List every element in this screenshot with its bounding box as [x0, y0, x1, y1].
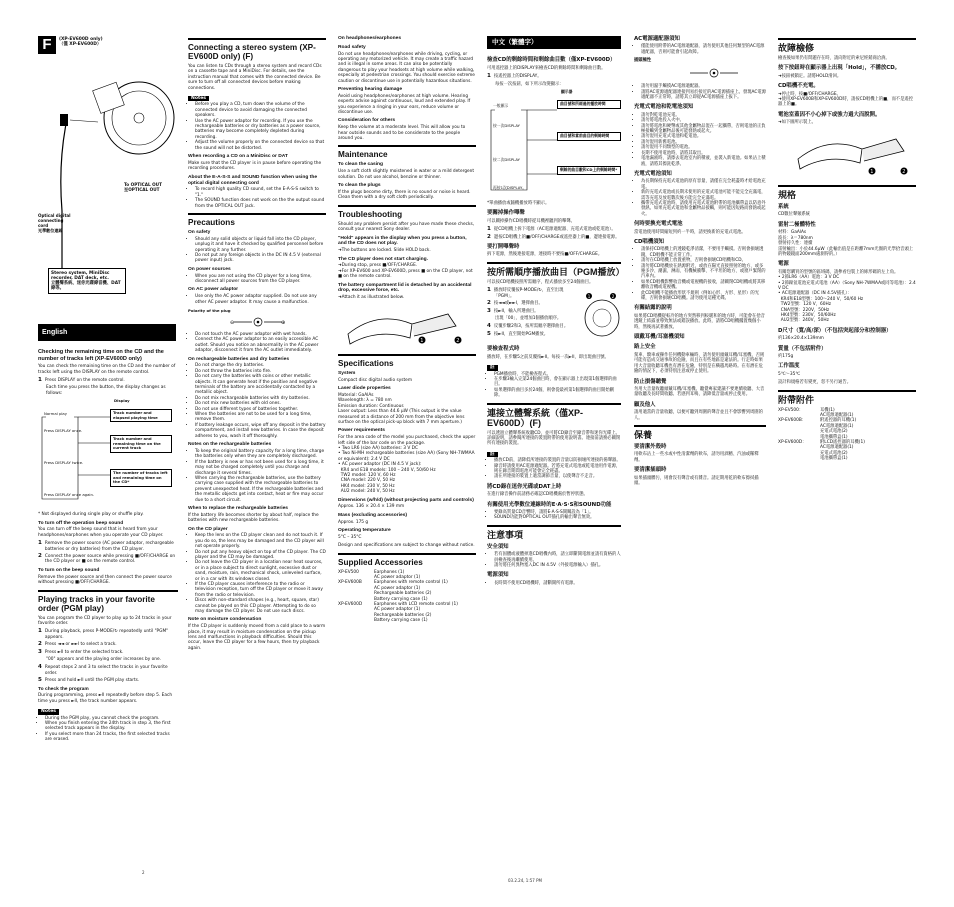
- note-item: • 在步驟3輸入完第24個曲目時，會在顯示器上出現第1個選擇的曲目。: [494, 377, 621, 388]
- heading-dimensions-zh: D尺寸（寬/高/深）（不包括突起部分和控制器）: [778, 327, 892, 334]
- lang-bar-chinese: 中文（繁體字）: [487, 36, 621, 49]
- print-timestamp: 03.2.24, 1:57 PM: [508, 878, 542, 883]
- pgm-steps-with-figure: [487, 288, 621, 342]
- para-remaining-time-zh: 可用遙控器上的DISPLAY來檢查CD的剩餘時間和剩餘曲目數。: [487, 65, 606, 71]
- heading-troubleshooting-zh: 故障檢修: [778, 38, 916, 53]
- battery-lid-illustration: [338, 304, 476, 348]
- zh-pgm-step-3: 3 按►II，輸入所選曲目。: [487, 307, 539, 314]
- para-minidisc: Make sure that the CD player is in pause before operating the recording procedures.: [188, 160, 322, 172]
- stereo-system-label: Stereo system, MiniDisc recorder, DAT deck, etc. 立體聲系統、迷你光碟錄音機、DAT錄等。: [48, 268, 126, 294]
- para-hearing: Avoid using headphones/earphones at high volume. Hearing experts advise against continuous, loud and extended play. If you experience a ringing in your ears, reduce volume or discontinue use.: [338, 93, 471, 116]
- list-item: • 長時間不使用CD唱機時，請斷開所有電源。: [494, 581, 621, 586]
- para-system: Compact disc digital audio system: [338, 377, 413, 383]
- heading-others-zh: 顧及他人: [634, 401, 656, 408]
- heading-system-zh: 系統: [778, 204, 789, 211]
- cd-list-zh: [634, 247, 766, 301]
- para-casing-zh: 用軟布沾上一些水或中性清潔劑的軟布，請勿用酒精、汽油或稀釋劑。: [634, 452, 759, 463]
- trouble-q1-zh: 按下按鈕時在顯示器上出現「Hold」，不播放CD。: [778, 65, 901, 72]
- para-pgm-zh: 可以按CD唱機按照所需順序，程式播放多至24個曲目。: [487, 279, 594, 285]
- polarity-label: Polarity of the plug: [188, 307, 231, 313]
- svg-text:2: 2: [611, 294, 615, 300]
- column-english-3: [338, 34, 476, 624]
- column-chinese-1: [487, 34, 625, 589]
- trouble-a3: ➜Attach it as illustrated below.: [338, 295, 405, 301]
- heading-dimensions: Dimensions (w/h/d) (without projecting parts and controls): [338, 497, 474, 503]
- para-road-safety: Do not use headphones/earphones while driving, cycling, or operating any motorized vehicle. It may create a traffic hazard and is illegal in some areas. It can also be potentially dangerous to play your headsets at high volume while walking, especially at pedestrian crossings. You should exercise extreme caution or discontinue use in potentially hazardous situations.: [338, 51, 475, 84]
- adaptor-list: [188, 294, 326, 305]
- list-item: • Do not touch the AC power adaptor with wet hands.: [195, 332, 326, 337]
- para-pgm: You can program the CD player to play up to 24 tracks in your favorite order.: [38, 615, 172, 626]
- heading-replace-zh: 何時要換充電式電池: [634, 221, 683, 228]
- display-box-elapsed-zh: 曲目號和所經過的播放時間: [557, 100, 621, 109]
- ac-list-zh: [634, 44, 766, 55]
- list-item: • Should any solid objects or liquid fall into the CD player, unplug it and have it checked by qualified personnel before operating it any further.: [195, 237, 326, 253]
- para-clean-plugs: If the plugs become dirty, there is no sound or noise is heard. Clean them with a dry soft cloth periodically.: [338, 189, 471, 201]
- optical-out-label: To OPTICAL OUT 至OPTICAL OUT: [124, 182, 162, 192]
- heading-ac-adaptor: On AC power adaptor: [188, 287, 239, 293]
- step-1-sub: Each time you press the button, the display changes as follows:: [46, 385, 166, 396]
- battery-list: [188, 363, 326, 439]
- heading-others: Consideration for others: [338, 118, 396, 124]
- list-item: • When the batteries are not to be used for a long time, remove them.: [195, 412, 326, 423]
- para-road-zh: 駕車、騎車或操作任何機動車輛時，請勿使用頭戴耳機/耳塞機，否則可能有造成交通事故的危險，而且在有些地區是違法的。行走時如果用大音量收聽耳機也有潛在危險，特別是在橫越馬路時。在有潛在危險的情況下，必須特別注意或停止使用。: [634, 352, 765, 375]
- svg-text:1: 1: [870, 168, 874, 175]
- display-box-remaining-cd: The number of tracks left and remaining time on the CD*: [110, 469, 172, 487]
- heading-eass: About the E-A-S-S and SOUND function when using the optical digital connecting cord: [188, 174, 318, 186]
- para-troubleshooting: Should any problem persist after you have made these checks, consult your nearest Sony dealer.: [338, 221, 475, 233]
- list-item: • 請勿對乾電池充電。: [641, 113, 766, 118]
- heading-cd-zh: CD唱機須知: [634, 238, 664, 245]
- note-item: • During the PGM play, you cannot check the program.: [45, 716, 178, 721]
- accessory-row: XP-EV500： 耳機(1) AC電源適配器(1): [778, 407, 854, 419]
- svg-text:⊕: ⊕: [281, 319, 286, 326]
- list-item: • If the battery is new or has not been used for a long time, it may not be charged completely until you charge and discharge it several times.: [195, 460, 326, 476]
- list-item: • 如果CD唱機影響收音機或電視機的接收，請關閉CD唱機或將其移離收音機或電視機。: [641, 280, 766, 291]
- para-hearing-zh: 勿用大音量收聽頭戴耳機/耳塞機。聽覺專家建議不要連續收聽、大音量收聽及長時間收聽。若感到耳鳴，請降低音量或停止使用。: [634, 386, 765, 398]
- heading-power-req: Power requirements: [338, 428, 386, 434]
- heading-laser: Laser diode properties: [338, 386, 391, 392]
- para-check-program-zh: 播放時，在步驟5之前反覆按►II。每按一次►II，即出現曲目號。: [487, 354, 609, 360]
- list-item: • 僅能使用附帶的AC電源適配器，請勿使用其他任何類型的AC電源適配器，否則可能會引起故障。: [641, 44, 766, 55]
- list-item: • 若有固體或液體掉進CD唱機內時，請立即斷開電源並請有資格的人員檢查後再繼續使用。: [494, 552, 621, 563]
- heading-moisture: Note on moisture condensation: [188, 617, 262, 623]
- press-once-again-label-zh: 再按1次DISPLAY。: [493, 185, 527, 191]
- trouble-a2a: ➜During stop, press ■/OFF/CHARGE.: [338, 263, 418, 269]
- polarity-label-zh: 插頭極性: [634, 58, 652, 64]
- list-item: • SOUND功能對OPTICAL OUT插孔的輸出聲音無效。: [494, 515, 621, 520]
- connect-notes-zh: [487, 458, 621, 480]
- heading-minidisc-zh: 將CD錄在迷你光碟或DAT上時: [487, 483, 562, 490]
- heading-mass-zh: 質量（不包括附件）: [778, 345, 827, 352]
- trouble-a2b: ➜For XP-EV600 and XP-EV600D, press ■ on the CD player, not ■ on the remote control.: [338, 268, 473, 280]
- heading-check-program-zh: 要檢查程式時: [487, 346, 520, 353]
- eass-list: [188, 187, 326, 209]
- heading-troubleshooting: Troubleshooting: [338, 205, 476, 219]
- list-item: • 請勿混用充電式電池和乾電池。: [641, 134, 766, 139]
- heading-eass-zh: 有關使用光學數位連線時的E·A·S·S和SOUND功能: [487, 501, 612, 508]
- pgm-step-5: 5 Press and hold ►II until the PGM play starts.: [38, 677, 140, 684]
- notes-label: Notes: [38, 709, 59, 714]
- press-once-label-zh: 按一次DISPLAY: [493, 123, 520, 129]
- column-english-1: [38, 36, 178, 746]
- trouble-q3: The battery compartment lid is detached by an accidental drop, excessive force, etc.: [338, 282, 472, 294]
- heading-temperature-zh: 工作溫度: [778, 363, 800, 370]
- list-item: • Do not mix rechargeable batteries with dry batteries.: [195, 396, 326, 401]
- pgm-step-1: 1 During playback, press P-MODE/↻ repeatedly until "PGM" appears.: [38, 628, 169, 640]
- list-item: • 請保持CD唱機上的透鏡乾淨清潔，不要用手觸摸。否則會損壞透鏡，CD唱機不能正常工作。: [641, 247, 766, 258]
- pgm-notes: [38, 716, 178, 743]
- power-list: [188, 274, 326, 285]
- pgm-step-3-sub: "00" appears and the playing order increases by one.: [46, 656, 162, 662]
- display-box-remaining-track-zh: 曲目號和當前曲目的剩餘時間: [557, 132, 621, 141]
- heading-precautions-zh: 注意事項: [487, 525, 621, 540]
- column-english-2: [188, 34, 326, 654]
- pgm-notes-zh: [487, 372, 621, 399]
- polarity-plug-icon: [228, 313, 288, 331]
- note-item: • PGM播放時，不能檢查程式。: [494, 372, 621, 377]
- accessory-row: XP-EV600B： 附遙控器的耳機(1) AC電源適配器(1) 充電式電池(2) 電池攜帶盒(1): [778, 418, 857, 440]
- display-cycle-diagram: [38, 399, 178, 509]
- para-temperature: 5°C – 35°C: [338, 534, 362, 540]
- list-item: • 請勿將任何異物塞入DC IN 4.5V（外接電源輸入）插孔。: [494, 563, 621, 568]
- svg-text:2: 2: [456, 337, 460, 344]
- list-item: • 請將AC電源適配器連接到易於接近的AC電源插座上。發現AC電源適配器不正常時，請將其立即從AC電源插座上拔下。: [641, 90, 766, 101]
- heading-beep-off-zh: 要關掉操作嗶聲: [487, 210, 525, 217]
- heading-specifications: Specifications: [338, 354, 476, 368]
- eass-list-zh: [487, 510, 621, 521]
- heading-check-program: To check the program: [38, 686, 89, 692]
- note-item: • 播放CD前，請降低所連接的裝置的音量以防損壞所連接的揚聲器。: [494, 458, 621, 463]
- display-box-remaining-cd-zh: 剩餘的曲目數和CD上的剩餘時間*: [557, 166, 621, 175]
- ac-list-2-zh: [634, 84, 766, 100]
- battery-lid-illustration-zh: [778, 129, 916, 179]
- press-once-label: Press DISPLAY once.: [44, 428, 83, 434]
- para-dimensions-zh: 約136×20.4×139mm: [778, 336, 824, 342]
- list-item: • 請勿將CD唱機放在熱源附近，或放在陽光直接照射的地方、或多塵多沙、潮濕、淋雨、有機械衝擊、不平坦的地方、或窗戶緊閉的汽車內。: [641, 264, 766, 280]
- note-item: • If you select more than 24 tracks, the first selected tracks are erased.: [45, 732, 178, 743]
- heading-temperature: Operating temperature: [338, 528, 391, 534]
- list-item: • 請勿在CD唱機上放置重物，否則會損壞CD唱機和CD。: [641, 258, 766, 263]
- heading-ac-zh: AC電源適配器須知: [634, 36, 680, 42]
- zh-pgm-step-3-sub: 出現「00」，並增加1個播放順序。: [495, 315, 562, 321]
- heading-laser-zh: 雷射二極體特性: [778, 221, 816, 228]
- para-others: Keep the volume at a moderate level. This will allow you to hear outside sounds and to be considerate to the people around you.: [338, 125, 466, 142]
- zh-step-1: 1 按遙控器上的DISPLAY。: [487, 73, 542, 80]
- para-replace: If the battery life becomes shorter by about half, replace the batteries with new rechargeable batteries.: [188, 512, 319, 524]
- para-dimensions: Approx. 136 × 20.4 × 139 mm: [338, 504, 405, 510]
- connect-notes: [188, 102, 326, 151]
- heading-moisture-zh: 有關結露的說明: [634, 305, 672, 312]
- cd-player-illustration: [93, 82, 174, 154]
- list-item: • 為長期保持充電式電池的原有容量，請僅在完全耗盡時才給電池充電。: [641, 179, 766, 190]
- para-design-zh: 設計和規格若有變更，恕不另行通告。: [778, 380, 852, 386]
- trouble-a3-zh: ➜如下圖所示裝上。: [778, 120, 816, 126]
- notes-label: Notes: [188, 96, 209, 101]
- para-system-zh: CD數位聲頻系統: [778, 212, 811, 218]
- battery-list-zh: [634, 113, 766, 167]
- note-item: • Use the AC power adaptor for recording. If you use the rechargeable batteries or dry batteries as a power source, batteries may become completely depleted during recording.: [195, 119, 326, 141]
- para-remaining-time: You can check the remaining time on the CD and the number of tracks left using the DISPLAY on the remote control.: [38, 364, 176, 375]
- heading-rechargeable-zh: 充電式電池須知: [634, 170, 672, 177]
- heading-beep-on-zh: 要打開嗶聲時: [487, 244, 520, 251]
- list-item: • Do not use different types of batteries together.: [195, 407, 326, 412]
- column-chinese-2: [634, 34, 766, 489]
- para-laser: Material: GaAlAs Wavelength: λ = 780 nm Emission duration: Continuous Laser output: Less than 44.6 μW (This output is the value measured at a distance of 200 mm from the objective lens surface on the optical pick-up block with 7 mm aperture.): [338, 392, 465, 425]
- cd-player-list: [188, 533, 326, 614]
- list-item: • 請勿混用新舊電池。: [641, 140, 766, 145]
- display-box-elapsed: Track number and elapsed playing time: [110, 409, 172, 422]
- heading-road-zh: 路上安全: [634, 344, 656, 351]
- heading-safety-zh: 安全須知: [487, 543, 509, 550]
- para-moisture: If the CD player is suddenly moved from a cold place to a warm place, it may result in moisture condensation on the pickup lens and malfunctions in playback difficulties. Should this occur, leave the CD player for a few hours, then try playback again.: [188, 624, 326, 651]
- heading-casing-zh: 要清潔外殼時: [634, 443, 667, 450]
- list-item: • When carrying the rechargeable batteries, use the battery carrying case supplied with the rechargeable batteries to prevent unexpected heat. If the rechargeable batteries and the metallic objects get into contact, heat or fire may occur due to a short circuit.: [195, 476, 326, 503]
- heading-clean-casing: To clean the casing: [338, 162, 384, 168]
- note-item: • When you finish entering the 24th track in step 3, the first selected track appears in the display.: [45, 721, 178, 732]
- list-item: • Discs with non-standard shapes (e.g., heart, square, star) cannot be played on this CD player. Attempting to do so may damage the CD player. Do not use such discs.: [195, 598, 326, 614]
- heading-remaining-time-zh: 檢查CD的剩餘時間和剩餘曲目數（僅XP-EV600D）: [487, 57, 616, 64]
- heading-cd-player: On the CD player: [188, 526, 228, 532]
- press-twice-label-zh: 按二次DISPLAY: [493, 157, 520, 163]
- list-item: • 新的充電式電池或長期未使用的充電式電池可能不能完全充滿電，需等充電及放電數次後方能完全充滿電。: [641, 190, 766, 201]
- heading-mass: Mass (excluding accessories): [338, 512, 408, 518]
- trouble-q2: The CD player does not start charging.: [338, 256, 428, 262]
- para-moisture-zh: 如果將CD唱機從較冷的地方突然移到較暖和的地方時，可能會在拾音透鏡上結露並導致無法或錯誤播放。此時，請將CD唱機擱置幾個小時，然後再試著播放。: [634, 313, 765, 330]
- accessory-row: XP-EV600D： 附LCD遙控器的耳機(1) AC電源適配器(1) 充電式電池(2) 電池攜帶盒(1): [778, 440, 865, 462]
- list-item: • The SOUND function does not work on the the output sound from the OPTICAL OUT jack.: [195, 198, 326, 209]
- press-twice-label: Press DISPLAY twice.: [44, 460, 84, 466]
- pgm-step-3: 3 Press ►II to enter the selected track.: [38, 648, 124, 655]
- note-item: • 如果選擇的曲目多於24個，則會從最初第1個選擇的曲目開始刪除。: [494, 388, 621, 399]
- para-power-zh: 有關您購買的型號的區域碼，請參看包裝上的條形碼的左上角。 • 2節LR6（AA）電池：3 V DC • 2節鎳氫電池充電式電池（AA）（Sony NH-7WMAA或同等電池）：2.4 V DC • AC電源適配器（DC IN 4.5V插孔）： KR4和E18型號：100～240 V，50/60 Hz TW2型號：120 V，60Hz CNA型號：220V，50Hz HK4型號：230V，50/60Hz AU2型號：240V，50Hz: [778, 269, 916, 324]
- optical-cord-label: Optical digital connecting cord 光學數位連線: [38, 213, 71, 233]
- heading-maintenance-zh: 保養: [634, 425, 766, 440]
- para-minidisc-zh: 在進行錄音操作前請務必確認CD唱機處於暫停狀態。: [487, 492, 588, 498]
- heading-safety: On safety: [188, 229, 211, 235]
- notes-label-zh: 註: [487, 365, 498, 370]
- lang-badge-english: English: [38, 324, 176, 341]
- heading-hearing-zh: 防止損傷聽覺: [634, 378, 667, 385]
- para-beep-off: You can turn off the beep sound that is heard from your headphones/earphones when you operate your CD player.: [38, 527, 164, 538]
- list-item: • Do not mix new batteries with old ones.: [195, 401, 326, 406]
- trouble-a2b-zh: ➜使用XP-EV600B和XP-EV600D時，請按CD唱機上的■，而不是遙控器上的■。: [778, 97, 913, 108]
- zh-step-1-sub: 每按一次按鈕，如下所示改變顯示：: [495, 81, 564, 87]
- heading-power-zh: 電源須知: [487, 572, 509, 579]
- para-others-zh: 請用適當的音量收聽，以便可聽到周圍的聲音並且不會影響到周圍的人。: [634, 410, 763, 421]
- heading-connect-stereo: Connecting a stereo system (XP-EV600D only) (F): [188, 38, 326, 61]
- para-replace-zh: 當電池使用時間縮短到約一半時，請更換新的充電式電池。: [634, 229, 746, 235]
- svg-text:2: 2: [902, 168, 906, 175]
- svg-text:1: 1: [587, 294, 591, 300]
- heading-minidisc: When recording a CD on a MiniDisc or DAT: [188, 154, 288, 160]
- para-mass: Approx. 175 g: [338, 519, 369, 525]
- heading-power-zh: 電源: [778, 261, 789, 268]
- para-power-req: For the area code of the model you purchased, check the upper left side of the bar code on the package. • Two LR6 (size AA) batteries: 3 V DC • Two Ni-MH rechargeable batteries (size AA) (Sony NH-7WMAA or equivalent): 2.4 V DC • AC power adaptor (DC IN 4.5 V jack): KR4 and E18 models: 100 – 240 V, 50/60 Hz TW2 model: 120 V, 60 Hz CNA model: 220 V, 50 Hz HK4 model: 230 V, 50 Hz AU2 model: 240 V, 50 Hz: [338, 435, 476, 495]
- heading-accessories: Supplied Accessories: [338, 553, 476, 567]
- list-item: • Use only the AC power adaptor supplied. Do not use any other AC power adaptor. It may cause a malfunction.: [195, 294, 326, 305]
- para-beep-off-zh: 可以關掉操作CD唱機時從耳機裡聽到的嗶聲。: [487, 218, 575, 224]
- para-connect-zh: 可以透過立體聲系統收聽CD，並可將CD錄音至錄音帶和迷你光碟上。詳細說明，請參閱所連接的裝置附帶的使用說明書。連接前請務必關閉所有連接的裝置。: [487, 430, 621, 447]
- polarity-figure: [188, 308, 326, 332]
- display-column-label: Display: [114, 398, 130, 404]
- trouble-a1-zh: ➜按鈕被鎖定。請將HOLD滑回。: [778, 73, 842, 79]
- list-item: • When you are not using the CD player for a long time, disconnect all power sources from the CD player.: [195, 274, 326, 285]
- zh-pgm-step-5: 5 按►II，直至開始PGM播放。: [487, 330, 549, 337]
- zh-pgm-step-4: 4 反覆步驟2和3，按所需順序選擇曲目。: [487, 323, 569, 330]
- figure-letter: F: [38, 36, 56, 54]
- display-column-label-zh: 顯示器: [561, 89, 573, 95]
- list-item: • Keep the lens on the CD player clean and do not touch it. If you do so, the lens may be damaged and the CD player will not operate properly.: [195, 533, 326, 549]
- list-item: • 攜帶充電式電池時，請使用充電式電池附帶的電池攜帶盒以防意外發熱。如果充電式電池和金屬物品接觸，則可能因短路而發熱或起火。: [641, 201, 766, 217]
- list-item: • 電池漏液時，請擦去電池室內的積液，並裝入新電池。如果沾上積液，請將其擦洗乾淨。: [641, 156, 766, 167]
- optical-cord: [61, 124, 66, 268]
- list-item: • Do not throw the batteries into fire.: [195, 369, 326, 374]
- heading-clean-plugs: To clean the plugs: [338, 183, 381, 189]
- heading-pgm-play: Playing tracks in your favorite order (PGM play): [38, 590, 178, 613]
- list-item: • 請勿將電池投入火中。: [641, 118, 766, 123]
- list-item: • 請勿用濕手觸摸AC電源適配器。: [641, 84, 766, 89]
- heading-replace-batteries: When to replace the rechargeable batteries: [188, 505, 289, 511]
- para-laser-zh: 材料：GaAlAs 波長：λ＝780nm 發射持久性：連續 雷射輸出：小於44.6μW（此輸出值是在距離7mm光圈的光學拾音頭上的物鏡鏡面200mm處測得的。）: [778, 230, 914, 257]
- heading-specs-zh: 規格: [778, 185, 916, 200]
- beep-step-2: 2 Connect the power source while pressing ■/OFF/CHARGE on the CD player or ■ on the remote control.: [38, 553, 176, 565]
- para-clean-casing: Use a soft cloth slightly moistened in water or a mild detergent solution. Do not use alcohol, benzine or thinner.: [338, 169, 475, 180]
- heading-rechargeable-notes: Notes on the rechargeable batteries: [188, 442, 272, 448]
- display-footnote-zh: *單曲播放或隨機播放時不顯示。: [487, 201, 550, 207]
- power-list-zh: [487, 581, 621, 586]
- list-item: • 此CD唱機不能播放形狀不規則（例如心形、方形、星形）的光碟，否則會損壞CD唱機。請勿使用這種光碟。: [641, 291, 766, 302]
- display-footnote: * Not displayed during single play or shuffle play.: [38, 512, 144, 518]
- svg-text:⊖: ⊖: [230, 319, 235, 326]
- pgm-steps-zh: [487, 288, 579, 342]
- column-chinese-3: [778, 34, 916, 462]
- rechargeable-list-zh: [634, 179, 766, 217]
- heading-remaining-time: Checking the remaining time on the CD and the number of tracks left (XP-EV600D only): [38, 349, 164, 362]
- para-beep-on-zh: 拆下電源，然後連接電源，連接時不要按■/OFF/CHARGE。: [487, 252, 603, 258]
- zh-beep-step-1: 1 從CD唱機上拆下電源（AC電源適配器、充電式電池或乾電池）。: [487, 226, 616, 233]
- figure-model-note: (XP-EV600D only) （僅 XP-EV600D）: [59, 37, 103, 48]
- heading-precautions: Precautions: [188, 213, 326, 227]
- list-item: • Do not charge the dry batteries.: [195, 363, 326, 368]
- list-item: • To record high quality CD sound, set the E-A-S-S switch to "1.": [195, 187, 326, 198]
- para-plugs-zh: 如果插頭髒污，則會沒有聲音或有雜音。請定期用乾的軟布擦拭插頭。: [634, 475, 759, 486]
- heading-headphones: On headphones/earphones: [338, 36, 402, 41]
- heading-pgm-play-zh: 按所需順序播放曲目（PGM播放）: [487, 262, 621, 277]
- heading-battery-zh: 充電式電池和乾電池須知: [634, 104, 694, 111]
- note-item: • Adjust the volume properly on the connected device so that the sound will not be distorted.: [195, 140, 326, 151]
- para-temperature-zh: 5℃～35℃: [778, 371, 801, 377]
- list-item: • If battery leakage occurs, wipe off any deposit in the battery compartment, and install new batteries. In case the deposit adheres to you, wash it off thoroughly.: [195, 423, 326, 439]
- beep-step-1: 1 Remove the power source (AC power adaptor, rechargeable batteries or dry batteries) from the CD player.: [38, 540, 174, 552]
- note-item: • Before you play a CD, turn down the volume of the connected device to avoid damaging the connected speakers.: [195, 102, 326, 118]
- heading-batteries: On rechargeable batteries and dry batteries: [188, 356, 290, 362]
- zh-pgm-step-1: 1 播放時反覆按P-MODE/↻，直至出現「PGM」。: [487, 287, 564, 299]
- safety-list: [188, 237, 326, 264]
- list-item: • Do not put any heavy object on top of the CD player. The CD player and the CD may be damaged.: [195, 550, 326, 561]
- trouble-a1: ➜The buttons are locked. Slide HOLD back.: [338, 248, 431, 254]
- accessory-row: XP-EV600B Earphones with remote control (1) AC power adaptor (1) Rechargeable batteries (2) Battery carrying case (1): [338, 580, 448, 602]
- trouble-q3-zh: 電池室蓋因不小心掉下或強力過大而脫開。: [778, 111, 881, 118]
- accessory-row: XP-EV600D Earphones with LCD remote control (1) AC power adaptor (1) Rechargeable batteries (2) Battery carrying case (1): [338, 602, 458, 624]
- zh-beep-step-2: 2 邊按CD唱機上的■/OFF/CHARGE或遙控器上的■，邊連接電源。: [487, 233, 620, 240]
- heading-connect-stereo-zh: 連接立體聲系統（僅XP-EV600D）(F): [487, 403, 621, 428]
- list-item: • 長期不使用電池時，請將其取出。: [641, 151, 766, 156]
- display-cycle-diagram-zh: [487, 90, 621, 198]
- heading-headphones-zh: 頭戴耳機/耳塞機須知: [634, 334, 685, 341]
- heading-power-sources: On power sources: [188, 266, 231, 272]
- list-item: • To keep the original battery capacity for a long time, charge the batteries only when they are completely discharged.: [195, 449, 326, 460]
- adaptor-list-2: [188, 332, 326, 354]
- trouble-a2a-zh: ➜停止時，按■/OFF/CHARGE。: [778, 91, 841, 97]
- para-mass-zh: 約175g: [778, 354, 794, 359]
- pgm-player-illustration: [583, 288, 621, 342]
- heading-maintenance: Maintenance: [338, 145, 476, 159]
- pgm-step-2: 2 Press ◄◄ or ►►I to select a track.: [38, 641, 117, 648]
- heading-road-safety: Road safety: [338, 44, 366, 50]
- trouble-q1: "Hold" appears in the display when you press a button, and the CD does not play.: [338, 235, 467, 247]
- zh-pgm-step-2: 2 按◄◄或►►I，選擇曲目。: [487, 300, 543, 307]
- safety-list-zh: [487, 552, 621, 568]
- heading-hearing: Preventing hearing damage: [338, 87, 403, 93]
- heading-system: System: [338, 370, 356, 376]
- polarity-plug-icon-zh: [684, 64, 744, 82]
- polarity-figure-zh: [634, 58, 766, 84]
- heading-plugs-zh: 要清潔插頭時: [634, 467, 667, 474]
- press-once-again-label: Press DISPLAY once again.: [44, 492, 95, 498]
- list-item: • Do not leave the CD player in a location near heat sources, or in a place subject to direct sunlight, excessive dust or sand, moisture, rain, mechanical shock, unleveled surface, or in a car with its windows closed.: [195, 560, 326, 582]
- page-number: 2: [142, 870, 145, 875]
- svg-text:1: 1: [420, 337, 424, 344]
- notes-label-zh: 註: [487, 452, 498, 457]
- accessory-row: XP-EV500 Earphones (1) AC power adaptor (1): [338, 569, 421, 581]
- list-item: • Do not put any foreign objects in the DC IN 4.5 V (external power input) jack.: [195, 253, 326, 264]
- figure-f: [38, 36, 178, 318]
- list-item: • 要錄高質量CD音響時，請將E·A·S·S開關設為「1」。: [494, 510, 621, 515]
- list-item: • 請勿將電池和硬幣或其他金屬物品混在一起攜帶，否則電池的正負極接觸到金屬物品後可能發熱或起火。: [641, 124, 766, 135]
- trouble-q2-zh: CD唱機不充電。: [778, 83, 819, 90]
- para-connect: You can listen to CDs through a stereo system and record CDs on a cassette tape and a MiniDisc. For details, see the instruction manual that comes with the connected device. Be sure to turn off all connected devices before making connections.: [188, 64, 322, 91]
- display-box-remaining-track: Track number and remaining time on the current track: [110, 435, 172, 453]
- list-item: • Do not carry the batteries with coins or other metallic objects. It can generate heat if the positive and negative terminals of the battery are accidentally contacted by a metallic object.: [195, 374, 326, 396]
- note-item: • 錄音時請使用AC電源適配器。若將充電式電池或乾電池用作電源，則在錄音期間電池可能會完全耗盡。: [494, 464, 621, 475]
- para-check-program: During programming, press ►II repeatedly before step 5. Each time you press ►II, the track number appears.: [38, 693, 173, 704]
- normal-play-label: Normal play: [44, 411, 67, 417]
- step-1: 1 Press DISPLAY on the remote control.: [38, 377, 125, 384]
- pgm-step-4: 4 Repeat steps 2 and 3 to select the tracks in your favorite order.: [38, 664, 168, 676]
- para-design-notice: Design and specifications are subject to change without notice.: [338, 543, 475, 549]
- list-item: • Connect the AC power adaptor to an easily accessible AC outlet. Should you notice an abnormality in the AC power adaptor, disconnect it from the AC outlet immediately.: [195, 337, 326, 353]
- list-item: • If the CD player causes interference to the radio or television reception, turn off the CD player or move it away from the radio or television.: [195, 582, 326, 598]
- heading-beep-off: To turn off the operation beep sound: [38, 520, 124, 526]
- heading-beep-on: To turn on the beep sound: [38, 567, 100, 573]
- para-beep-on: Remove the power source and then connect the power source without pressing ■/OFF/CHARGE.: [38, 574, 172, 586]
- heading-accessories-zh: 附帶附件: [778, 390, 916, 405]
- normal-play-label-zh: 一般顯示: [493, 103, 509, 109]
- note-item: • 請在所連接的裝置上適當調節音量，以使聲音不走音。: [494, 474, 621, 479]
- list-item: • 請勿混用不同類型的電池。: [641, 145, 766, 150]
- para-troubleshooting-zh: 檢查後如果仍有問題存在時，請向附近的索尼經銷商洽詢。: [778, 56, 890, 61]
- rechargeable-list: [188, 449, 326, 503]
